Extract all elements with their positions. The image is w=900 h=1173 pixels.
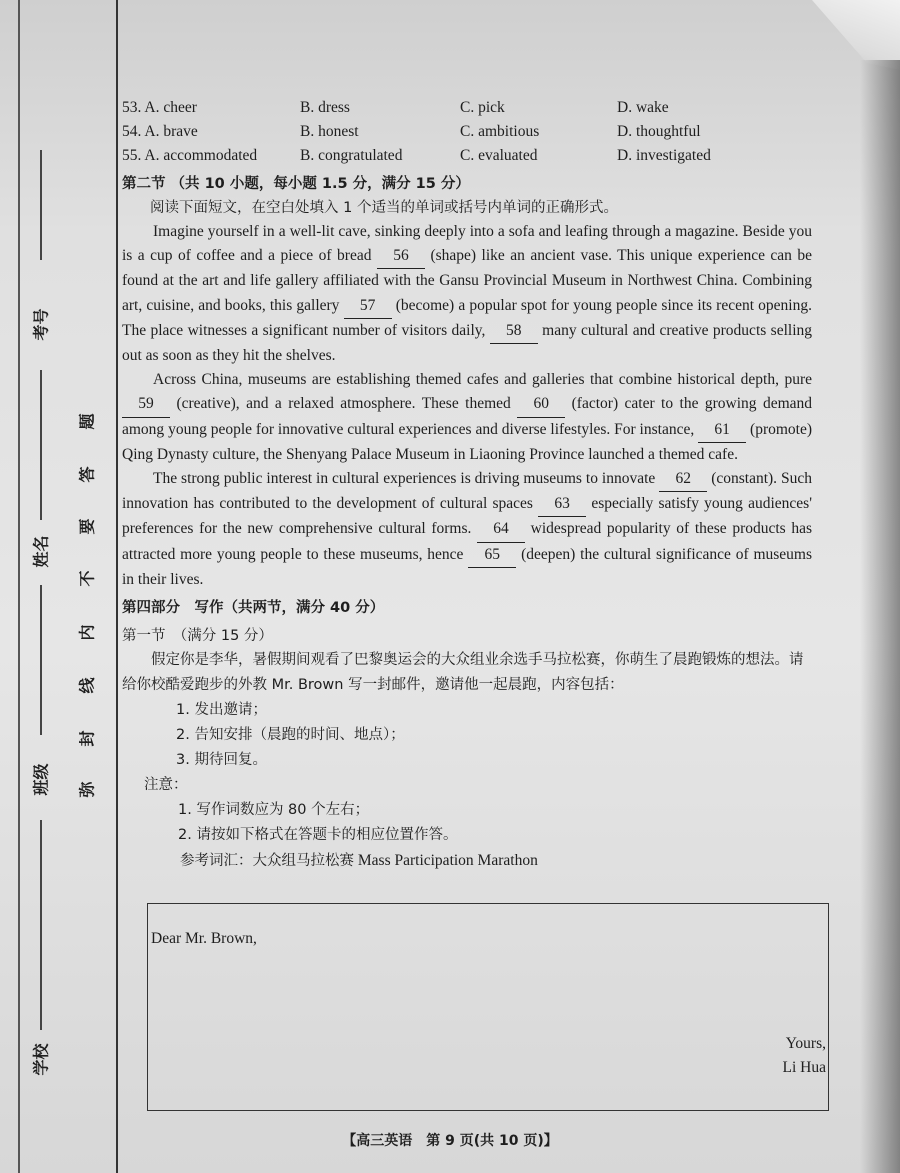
passage-text: (deepen) the cultural significance of museums in their lives.: [122, 545, 813, 588]
page-footer: 【高三英语 第 9 页(共 10 页)】: [342, 1133, 558, 1149]
passage-text: (creative), and a relaxed atmosphere. These themed: [176, 395, 511, 413]
option-b: B. honest: [300, 123, 359, 140]
option-d: D. investigated: [617, 147, 711, 164]
note-item: 1. 写作词数应为 80 个左右；: [178, 802, 370, 819]
writing-requirement: 1. 发出邀请；: [176, 702, 267, 719]
option-b: B. congratulated: [300, 147, 403, 164]
blank-59: 59: [122, 392, 170, 417]
part4-subheading: 第一节 （满分 15 分）: [122, 628, 273, 645]
writing-requirement: 2. 告知安排（晨跑的时间、地点）；: [176, 727, 405, 744]
seal-char: 弥: [77, 781, 97, 798]
seal-char: 线: [77, 677, 97, 694]
question-content: [122, 96, 812, 874]
letter-closing-yours: Yours,: [785, 1035, 826, 1052]
banji-underline: [40, 585, 42, 735]
seal-char: 答: [77, 466, 97, 483]
option-a: 54. A. brave: [122, 123, 198, 140]
option-c: C. pick: [460, 99, 505, 116]
passage-text: (factor) cater to the growing demand among young people for innovative cultural experiences and diverse lifestyles. For instance,: [122, 395, 813, 438]
passage-text: widespread popularity of these products has attracted more young people to these museums, hence: [122, 520, 813, 563]
passage-text: many cultural and creative products selling out as soon as they hit the shelves.: [122, 321, 812, 365]
blank-65: 65: [468, 543, 516, 568]
letter-closing-name: Li Hua: [782, 1059, 826, 1076]
margin-line-left: [18, 0, 20, 1173]
xingming-label: 姓名: [31, 535, 51, 568]
option-a: 53. A. cheer: [122, 99, 197, 116]
option-row-54: [122, 120, 812, 144]
passage-text: (shape) like an ancient vase. This unique experience can be found at the art and life gallery affiliated with the Gansu Provincial Museum in Northwest China. Combining art, cuisine, and books, this gallery: [122, 247, 813, 314]
writing-requirement: 3. 期待回复。: [176, 752, 267, 769]
passage-paragraph-2: [122, 368, 812, 467]
letter-closing: [783, 1032, 826, 1080]
reference-vocab: [122, 848, 812, 874]
blank-58: 58: [490, 319, 538, 344]
kaohao-underline: [40, 150, 42, 260]
blank-61: 61: [698, 418, 746, 443]
blank-63: 63: [538, 492, 586, 517]
option-a: 55. A. accommodated: [122, 147, 258, 164]
blank-56: 56: [377, 244, 425, 269]
passage-text: (become) a popular spot for young people since its recent opening. The place witnesses a significant number of visitors daily,: [122, 296, 812, 339]
blank-62: 62: [659, 467, 707, 492]
passage-text: (promote) Qing Dynasty culture, the Shenyang Palace Museum in Liaoning Province launched a themed cafe.: [122, 420, 813, 463]
xuexiao-label: 学校: [31, 1043, 51, 1076]
blank-64: 64: [477, 517, 525, 542]
option-c: C. evaluated: [460, 147, 538, 164]
seal-char: 题: [77, 413, 97, 430]
xingming-underline: [40, 370, 42, 520]
passage-paragraph-1: [122, 220, 812, 368]
seal-char: 内: [77, 624, 97, 641]
blank-60: 60: [517, 392, 565, 417]
option-b: B. dress: [300, 99, 350, 116]
passage-text: (constant). Such innovation has contributed to the development of cultural spaces: [122, 470, 813, 513]
blank-57: 57: [344, 294, 392, 319]
option-row-55: [122, 144, 812, 168]
passage-text: The strong public interest in cultural experiences is driving museums to innovate: [153, 470, 656, 488]
banji-label: 班级: [31, 763, 51, 796]
passage-text: Across China, museums are establishing themed cafes and galleries that combine historical depth, pure: [153, 371, 812, 389]
seal-char: 不: [77, 570, 97, 587]
reference-vocab-cn: 参考词汇：大众组马拉松赛: [180, 853, 354, 870]
passage-paragraph-3: [122, 467, 812, 592]
writing-prompt: 假定你是李华，暑假期间观看了巴黎奥运会的大众组业余选手马拉松赛，你萌生了晨跑锻炼的想法。请给你校酷爱跑步的外教 Mr. Brown 写一封邮件，邀请他一起晨跑，内容包括：: [122, 652, 804, 694]
seal-char: 要: [77, 518, 97, 535]
option-c: C. ambitious: [460, 123, 540, 140]
option-d: D. thoughtful: [617, 123, 701, 140]
section2-instruction: 阅读下面短文，在空白处填入 1 个适当的单词或括号内单词的正确形式。: [150, 200, 618, 216]
page-edge-shadow: [860, 60, 900, 1173]
reference-vocab-en: Mass Participation Marathon: [357, 852, 538, 870]
passage-text: especially satisfy young audiences' preferences for the new comprehensive cultural forms.: [122, 495, 812, 538]
xuexiao-underline: [40, 820, 42, 1030]
passage-text: Imagine yourself in a well-lit cave, sinking deeply into a sofa and leafing through a magazine. Beside you is a cup of coffee and a piece of bread: [122, 223, 812, 265]
answer-format-box: [147, 903, 829, 1111]
part4-heading: 第四部分 写作（共两节，满分 40 分）: [122, 600, 385, 617]
option-row-53: [122, 96, 812, 120]
note-item: 2. 请按如下格式在答题卡的相应位置作答。: [178, 827, 458, 844]
letter-salutation: Dear Mr. Brown,: [151, 930, 257, 947]
note-title: 注意：: [144, 777, 188, 794]
margin-line-right: [116, 0, 118, 1173]
section2-heading: 第二节 （共 10 小题，每小题 1.5 分，满分 15 分）: [122, 176, 470, 192]
option-d: D. wake: [617, 99, 669, 116]
kaohao-label: 考号: [31, 308, 51, 341]
seal-char: 封: [77, 730, 97, 747]
